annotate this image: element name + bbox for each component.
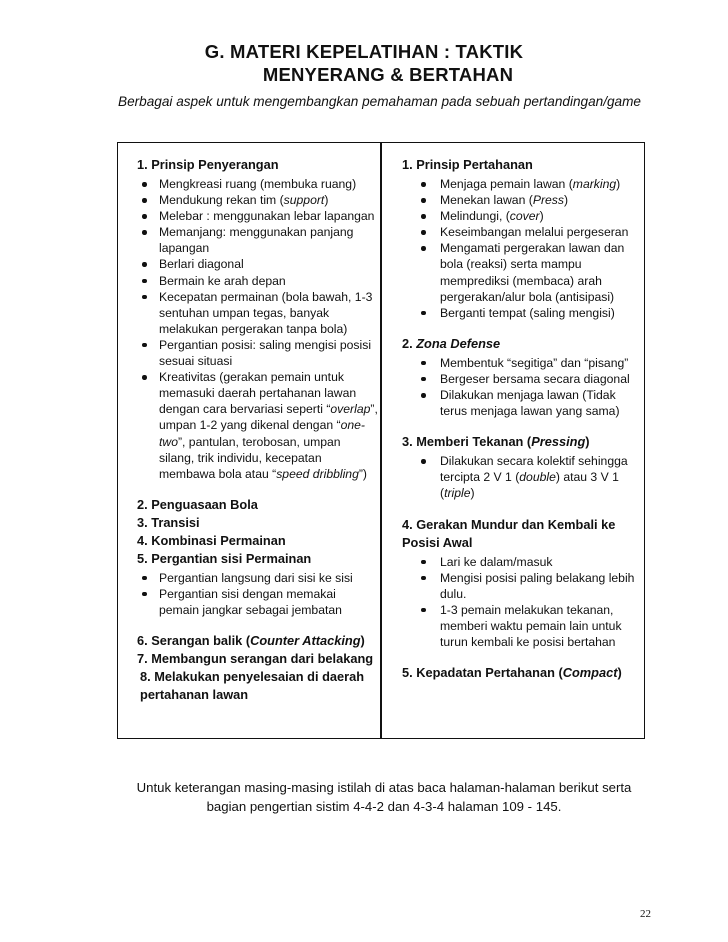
heading-text: 3. Memberi Tekanan ( [402, 434, 532, 450]
heading-prinsip-pertahanan: 1. Prinsip Pertahanan [402, 157, 533, 172]
list-item: Kecepatan permainan (bola bawah, 1-3 sentuhan umpan tegas, banyak melakukan pergerakan tanpa bola) [137, 289, 379, 337]
item-text: ) [563, 193, 569, 208]
list-item: Pergantian langsung dari sisi ke sisi [137, 570, 379, 586]
item-text: ) [470, 486, 475, 501]
heading-kepadatan-pertahanan [402, 664, 642, 682]
list-item [416, 192, 642, 208]
heading-gerakan-mundur: 4. Gerakan Mundur dan Kembali ke Posisi Awal [402, 516, 616, 550]
heading-penyelesaian: 8. Melakukan penyelesaian di daerah pertahanan lawan [140, 669, 365, 703]
list-item: Mengamati pergerakan lawan dan bola (reaksi) serta mampu memprediksi (membaca) arah pergerakan/alur bola (antisipasi) [416, 240, 642, 304]
list-item: Mengisi posisi paling belakang lebih dulu. [416, 570, 642, 602]
item-term: cover [509, 209, 540, 224]
list-item [137, 369, 379, 482]
heading-serangan-balik [137, 632, 379, 650]
list-item: Melebar : menggunakan lebar lapangan [137, 208, 379, 224]
list-item: Lari ke dalam/masuk [416, 554, 642, 570]
list-item [416, 453, 642, 501]
list-item: Dilakukan menjaga lawan (Tidak terus menjaga lawan yang sama) [416, 387, 642, 419]
attack-column [137, 156, 379, 704]
list-item [416, 208, 642, 224]
defense-column [402, 156, 642, 682]
heading-term: Counter Attacking [250, 633, 361, 649]
zone-defense-list [416, 355, 642, 419]
footer-note: Untuk keterangan masing-masing istilah di atas baca halaman-halaman berikut serta bagian pengertian sistim 4-4-2 dan 4-3-4 halaman 109 - 145. [136, 780, 632, 814]
heading-zona-defense [402, 335, 642, 353]
subtitle: Berbagai aspek untuk mengembangkan pemahaman pada sebuah pertandingan/game [118, 94, 641, 109]
list-item [416, 176, 642, 192]
attack-principles-list [137, 176, 379, 482]
item-term: overlap [330, 402, 371, 417]
list-item: 1-3 pemain melakukan tekanan, memberi waktu pemain lain untuk turun kembali ke posisi bertahan [416, 602, 642, 650]
item-term: double [519, 470, 556, 485]
list-item: Bermain ke arah depan [137, 273, 379, 289]
defense-principles-list [416, 176, 642, 321]
heading-memberi-tekanan [402, 433, 642, 451]
item-text: Kreativitas (gerakan pemain untuk memasuki daerah pertahanan lawan dengan cara bervariasi seperti “ [159, 370, 357, 417]
item-term: marking [572, 177, 617, 191]
heading-text: ) [585, 434, 590, 450]
heading-text: 6. Serangan balik ( [137, 633, 251, 649]
item-term: speed dribbling [276, 466, 359, 481]
heading-text: ) [360, 633, 365, 649]
item-term: triple [444, 486, 471, 501]
pressing-list [416, 453, 642, 501]
item-text: Melindungi, ( [440, 209, 510, 224]
item-term: support [283, 193, 325, 208]
heading-prinsip-penyerangan: 1. Prinsip Penyerangan [137, 157, 279, 172]
list-item: Membentuk “segitiga” dan “pisang” [416, 355, 642, 371]
heading-transisi: 3. Transisi [137, 514, 200, 530]
list-item: Bergeser bersama secara diagonal [416, 371, 642, 387]
item-text: Menjaga pemain lawan ( [440, 177, 573, 191]
item-text: ) [324, 193, 329, 208]
item-term: one-two [159, 418, 365, 449]
heading-pergantian-sisi: 5. Pergantian sisi Permainan [137, 550, 312, 566]
list-item [137, 192, 379, 208]
heading-penguasaan-bola: 2. Penguasaan Bola [137, 496, 258, 512]
list-item: Pergantian posisi: saling mengisi posisi sesuai situasi [137, 337, 379, 369]
item-text: ) [539, 209, 544, 224]
item-term: Press [532, 193, 564, 208]
page-title [0, 40, 728, 86]
heading-text: 2. [402, 335, 417, 351]
item-text: ”, pantulan, terobosan, umpan silang, trik individu, kecepatan membawa bola atau “ [159, 434, 341, 481]
heading-text: ) [617, 665, 622, 681]
title-line-1: G. MATERI KEPELATIHAN : TAKTIK [204, 41, 524, 62]
list-item: Keseimbangan melalui pergeseran [416, 224, 642, 240]
title-line-2: MENYERANG & BERTAHAN [262, 64, 514, 85]
item-text: ”, umpan 1-2 yang dikenal dengan “ [159, 402, 378, 433]
side-switch-list [137, 570, 379, 618]
heading-membangun-serangan: 7. Membangun serangan dari belakang [137, 651, 374, 667]
heading-text: 5. Kepadatan Pertahanan ( [402, 665, 563, 681]
heading-kombinasi-permainan: 4. Kombinasi Permainan [137, 532, 286, 548]
item-text: Dilakukan secara kolektif sehingga tercipta 2 V 1 ( [440, 454, 628, 485]
heading-term: Pressing [531, 434, 586, 450]
retreat-list [416, 554, 642, 651]
list-item: Pergantian sisi dengan memakai pemain jangkar sebagai jembatan [137, 586, 379, 618]
list-item: Mengkreasi ruang (membuka ruang) [137, 176, 379, 192]
item-text: ”) [358, 466, 367, 481]
item-text: ) atau 3 V 1 ( [440, 470, 619, 501]
item-text: Menekan lawan ( [440, 193, 533, 208]
column-divider [380, 142, 382, 739]
item-text: ) [616, 177, 621, 191]
list-item: Memanjang: menggunakan panjang lapangan [137, 224, 379, 256]
page-number: 22 [640, 908, 651, 920]
heading-term: Zona Defense [416, 335, 501, 351]
list-item: Berganti tempat (saling mengisi) [416, 305, 642, 321]
item-text: Mendukung rekan tim ( [159, 193, 284, 208]
heading-term: Compact [562, 665, 618, 681]
list-item: Berlari diagonal [137, 256, 379, 272]
